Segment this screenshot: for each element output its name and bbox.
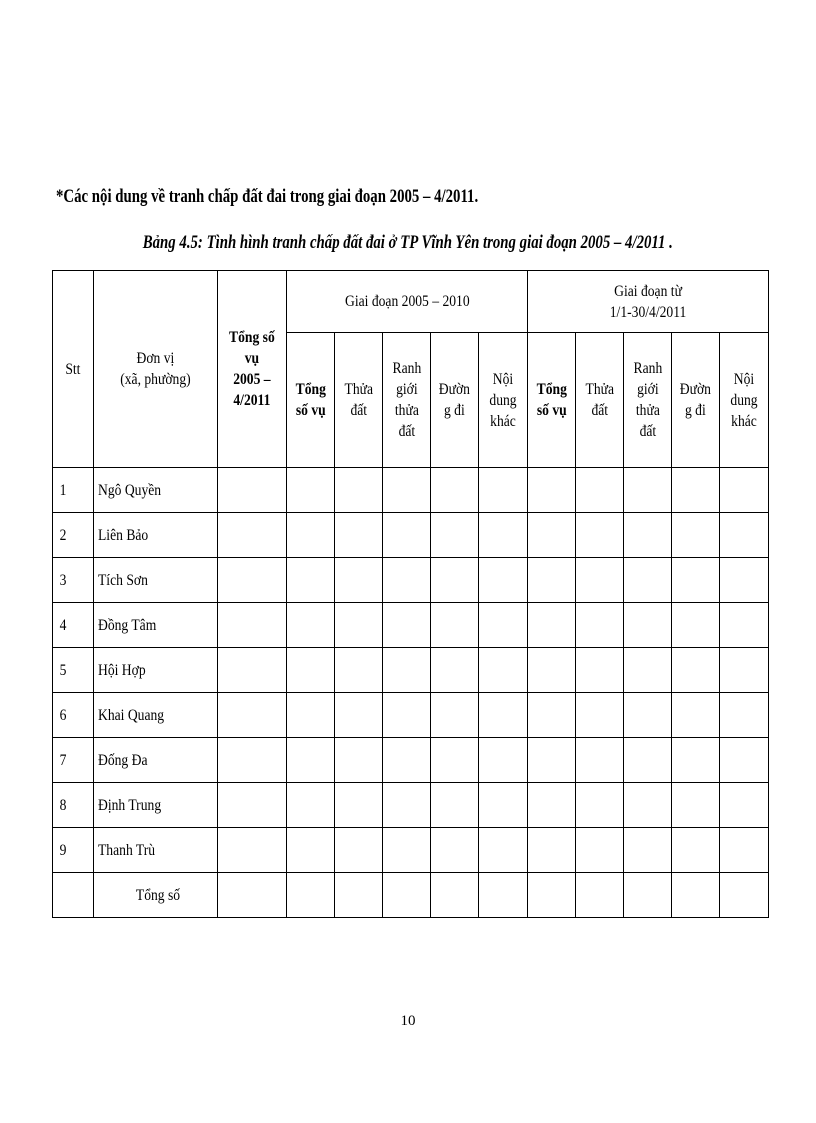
sub-header-other-text: Nội dung khác bbox=[489, 370, 517, 430]
row-stt-text: 4 bbox=[59, 616, 67, 634]
data-cell bbox=[287, 873, 335, 918]
data-cell bbox=[218, 648, 287, 693]
data-cell bbox=[624, 648, 672, 693]
table-caption-text: Bảng 4.5: Tình hình tranh chấp đất đai ở TP Vĩnh Yên trong giai đoạn 2005 – 4/2011 . bbox=[142, 232, 674, 253]
data-cell bbox=[431, 513, 479, 558]
sub-header-total-2-text: Tổng số vụ bbox=[536, 381, 567, 419]
data-cell bbox=[287, 693, 335, 738]
data-cell bbox=[576, 828, 624, 873]
data-cell bbox=[672, 783, 720, 828]
data-cell bbox=[479, 648, 528, 693]
row-stt-text: 2 bbox=[59, 526, 67, 544]
data-cell bbox=[335, 603, 383, 648]
total-stt bbox=[53, 873, 94, 918]
data-cell bbox=[431, 648, 479, 693]
row-stt-text: 6 bbox=[59, 706, 67, 724]
row-stt-text: 1 bbox=[59, 481, 67, 499]
data-cell bbox=[383, 828, 431, 873]
table-row bbox=[53, 558, 769, 603]
row-unit bbox=[94, 558, 218, 603]
table-row bbox=[53, 828, 769, 873]
row-unit-text: Định Trung bbox=[98, 796, 162, 814]
data-cell bbox=[287, 513, 335, 558]
data-cell bbox=[383, 738, 431, 783]
row-unit bbox=[94, 783, 218, 828]
table-row bbox=[53, 693, 769, 738]
sub-header-total-2 bbox=[528, 333, 576, 468]
data-cell bbox=[720, 783, 769, 828]
table-row bbox=[53, 738, 769, 783]
data-cell bbox=[383, 648, 431, 693]
data-cell bbox=[218, 828, 287, 873]
data-cell bbox=[624, 873, 672, 918]
data-cell bbox=[431, 603, 479, 648]
table-row bbox=[53, 468, 769, 513]
row-unit-text: Đồng Tâm bbox=[98, 616, 157, 634]
data-cell bbox=[431, 873, 479, 918]
data-cell bbox=[528, 468, 576, 513]
sub-header-other-2-text: Nội dung khác bbox=[730, 370, 758, 430]
table-row bbox=[53, 783, 769, 828]
data-cell bbox=[576, 873, 624, 918]
table-row bbox=[53, 603, 769, 648]
table-body bbox=[53, 468, 769, 918]
data-cell bbox=[576, 693, 624, 738]
data-cell bbox=[383, 873, 431, 918]
header-period-2011-text: Giai đoạn từ 1/1-30/4/2011 bbox=[609, 282, 687, 321]
data-cell bbox=[218, 693, 287, 738]
row-unit bbox=[94, 513, 218, 558]
data-cell bbox=[672, 828, 720, 873]
row-unit bbox=[94, 468, 218, 513]
data-cell bbox=[431, 558, 479, 603]
header-row-1 bbox=[53, 271, 769, 333]
row-stt bbox=[53, 693, 94, 738]
sub-header-road-2 bbox=[672, 333, 720, 468]
row-unit-text: Hội Hợp bbox=[98, 661, 146, 679]
data-cell bbox=[720, 828, 769, 873]
data-cell bbox=[528, 873, 576, 918]
data-cell bbox=[576, 648, 624, 693]
row-unit-text: Khai Quang bbox=[98, 706, 165, 724]
row-unit bbox=[94, 738, 218, 783]
row-unit-text: Thanh Trù bbox=[98, 841, 156, 859]
data-cell bbox=[672, 873, 720, 918]
data-cell bbox=[431, 783, 479, 828]
data-cell bbox=[528, 603, 576, 648]
row-unit bbox=[94, 648, 218, 693]
data-cell bbox=[720, 873, 769, 918]
sub-header-boundary bbox=[383, 333, 431, 468]
data-cell bbox=[624, 513, 672, 558]
data-cell bbox=[672, 738, 720, 783]
data-cell bbox=[431, 468, 479, 513]
data-cell bbox=[528, 558, 576, 603]
sub-header-road bbox=[431, 333, 479, 468]
row-stt-text: 9 bbox=[59, 841, 67, 859]
header-period-2005-2010 bbox=[287, 271, 528, 333]
data-cell bbox=[672, 648, 720, 693]
data-cell bbox=[528, 513, 576, 558]
header-period-2005-2010-text: Giai đoạn 2005 – 2010 bbox=[344, 293, 470, 310]
total-label-text: Tổng số bbox=[135, 886, 180, 904]
data-cell bbox=[335, 513, 383, 558]
row-unit bbox=[94, 828, 218, 873]
data-cell bbox=[218, 513, 287, 558]
data-cell bbox=[720, 648, 769, 693]
data-cell bbox=[479, 558, 528, 603]
data-cell bbox=[335, 558, 383, 603]
data-cell bbox=[479, 513, 528, 558]
total-label bbox=[94, 873, 218, 918]
data-cell bbox=[383, 558, 431, 603]
row-stt bbox=[53, 783, 94, 828]
header-total-cases bbox=[218, 271, 287, 468]
data-cell bbox=[218, 783, 287, 828]
header-stt bbox=[53, 271, 94, 468]
data-cell bbox=[624, 783, 672, 828]
page-number: 10 bbox=[400, 1013, 416, 1029]
sub-header-road-text: Đườn g đi bbox=[438, 381, 471, 419]
sub-header-boundary-2 bbox=[624, 333, 672, 468]
data-cell bbox=[576, 558, 624, 603]
row-unit-text: Tích Sơn bbox=[98, 571, 148, 589]
data-cell bbox=[335, 783, 383, 828]
data-cell bbox=[479, 873, 528, 918]
sub-header-plot-2 bbox=[576, 333, 624, 468]
data-cell bbox=[335, 468, 383, 513]
sub-header-other bbox=[479, 333, 528, 468]
sub-header-plot bbox=[335, 333, 383, 468]
data-cell bbox=[218, 468, 287, 513]
data-cell bbox=[335, 828, 383, 873]
row-stt bbox=[53, 513, 94, 558]
data-cell bbox=[479, 468, 528, 513]
header-stt-text: Stt bbox=[65, 360, 81, 378]
row-stt bbox=[53, 468, 94, 513]
data-cell bbox=[576, 783, 624, 828]
data-cell bbox=[335, 648, 383, 693]
dispute-table bbox=[52, 270, 769, 918]
data-cell bbox=[576, 738, 624, 783]
data-cell bbox=[479, 603, 528, 648]
table-row bbox=[53, 513, 769, 558]
row-stt bbox=[53, 828, 94, 873]
row-stt bbox=[53, 648, 94, 693]
data-cell bbox=[431, 693, 479, 738]
row-unit-text: Đống Đa bbox=[98, 751, 148, 769]
data-cell bbox=[624, 468, 672, 513]
data-cell bbox=[218, 873, 287, 918]
sub-header-boundary-2-text: Ranh giới thửa đất bbox=[633, 360, 662, 440]
data-cell bbox=[335, 738, 383, 783]
sub-header-plot-2-text: Thửa đất bbox=[585, 381, 614, 419]
data-cell bbox=[720, 738, 769, 783]
row-stt-text: 8 bbox=[59, 796, 67, 814]
sub-header-road-2-text: Đườn g đi bbox=[679, 381, 712, 419]
sub-header-other-2 bbox=[720, 333, 769, 468]
sub-header-total-text: Tổng số vụ bbox=[295, 381, 326, 419]
data-cell bbox=[287, 738, 335, 783]
data-cell bbox=[479, 693, 528, 738]
row-unit bbox=[94, 693, 218, 738]
data-cell bbox=[624, 828, 672, 873]
data-cell bbox=[528, 648, 576, 693]
data-cell bbox=[335, 873, 383, 918]
data-cell bbox=[479, 783, 528, 828]
section-heading: *Các nội dung về tranh chấp đất đai trong giai đoạn 2005 – 4/2011. bbox=[56, 186, 479, 207]
data-cell bbox=[431, 828, 479, 873]
data-cell bbox=[383, 513, 431, 558]
total-row bbox=[53, 873, 769, 918]
data-cell bbox=[720, 468, 769, 513]
data-cell bbox=[218, 603, 287, 648]
row-unit-text: Liên Bảo bbox=[98, 526, 149, 544]
data-cell bbox=[287, 603, 335, 648]
row-stt bbox=[53, 738, 94, 783]
data-cell bbox=[383, 468, 431, 513]
header-unit-text: Đơn vị (xã, phường) bbox=[120, 350, 191, 388]
data-cell bbox=[383, 693, 431, 738]
sub-header-boundary-text: Ranh giới thửa đất bbox=[392, 360, 421, 440]
data-cell bbox=[672, 558, 720, 603]
data-cell bbox=[576, 513, 624, 558]
sub-header-plot-text: Thửa đất bbox=[344, 381, 373, 419]
data-cell bbox=[528, 828, 576, 873]
header-period-2011 bbox=[528, 271, 769, 333]
data-cell bbox=[335, 693, 383, 738]
data-cell bbox=[287, 558, 335, 603]
data-cell bbox=[287, 828, 335, 873]
data-cell bbox=[720, 603, 769, 648]
data-cell bbox=[218, 558, 287, 603]
data-cell bbox=[624, 558, 672, 603]
data-cell bbox=[479, 828, 528, 873]
row-stt-text: 3 bbox=[59, 571, 67, 589]
row-stt bbox=[53, 558, 94, 603]
data-cell bbox=[672, 468, 720, 513]
row-unit bbox=[94, 603, 218, 648]
data-cell bbox=[287, 468, 335, 513]
table-caption bbox=[0, 232, 816, 254]
data-cell bbox=[624, 693, 672, 738]
data-cell bbox=[479, 738, 528, 783]
data-cell bbox=[720, 693, 769, 738]
data-cell bbox=[287, 648, 335, 693]
data-cell bbox=[287, 783, 335, 828]
data-cell bbox=[431, 738, 479, 783]
sub-header-total bbox=[287, 333, 335, 468]
data-cell bbox=[383, 603, 431, 648]
table-row bbox=[53, 648, 769, 693]
data-cell bbox=[528, 693, 576, 738]
data-cell bbox=[720, 513, 769, 558]
header-total-cases-text: Tổng số vụ 2005 – 4/2011 bbox=[229, 329, 275, 409]
data-cell bbox=[218, 738, 287, 783]
data-cell bbox=[528, 738, 576, 783]
data-cell bbox=[383, 783, 431, 828]
data-cell bbox=[672, 513, 720, 558]
row-stt-text: 5 bbox=[59, 661, 67, 679]
row-stt-text: 7 bbox=[59, 751, 67, 769]
data-cell bbox=[624, 738, 672, 783]
row-stt bbox=[53, 603, 94, 648]
row-unit-text: Ngô Quyền bbox=[98, 481, 162, 499]
data-cell bbox=[672, 693, 720, 738]
data-cell bbox=[720, 558, 769, 603]
data-cell bbox=[672, 603, 720, 648]
data-cell bbox=[576, 468, 624, 513]
data-cell bbox=[624, 603, 672, 648]
header-unit bbox=[94, 271, 218, 468]
data-cell bbox=[528, 783, 576, 828]
data-cell bbox=[576, 603, 624, 648]
